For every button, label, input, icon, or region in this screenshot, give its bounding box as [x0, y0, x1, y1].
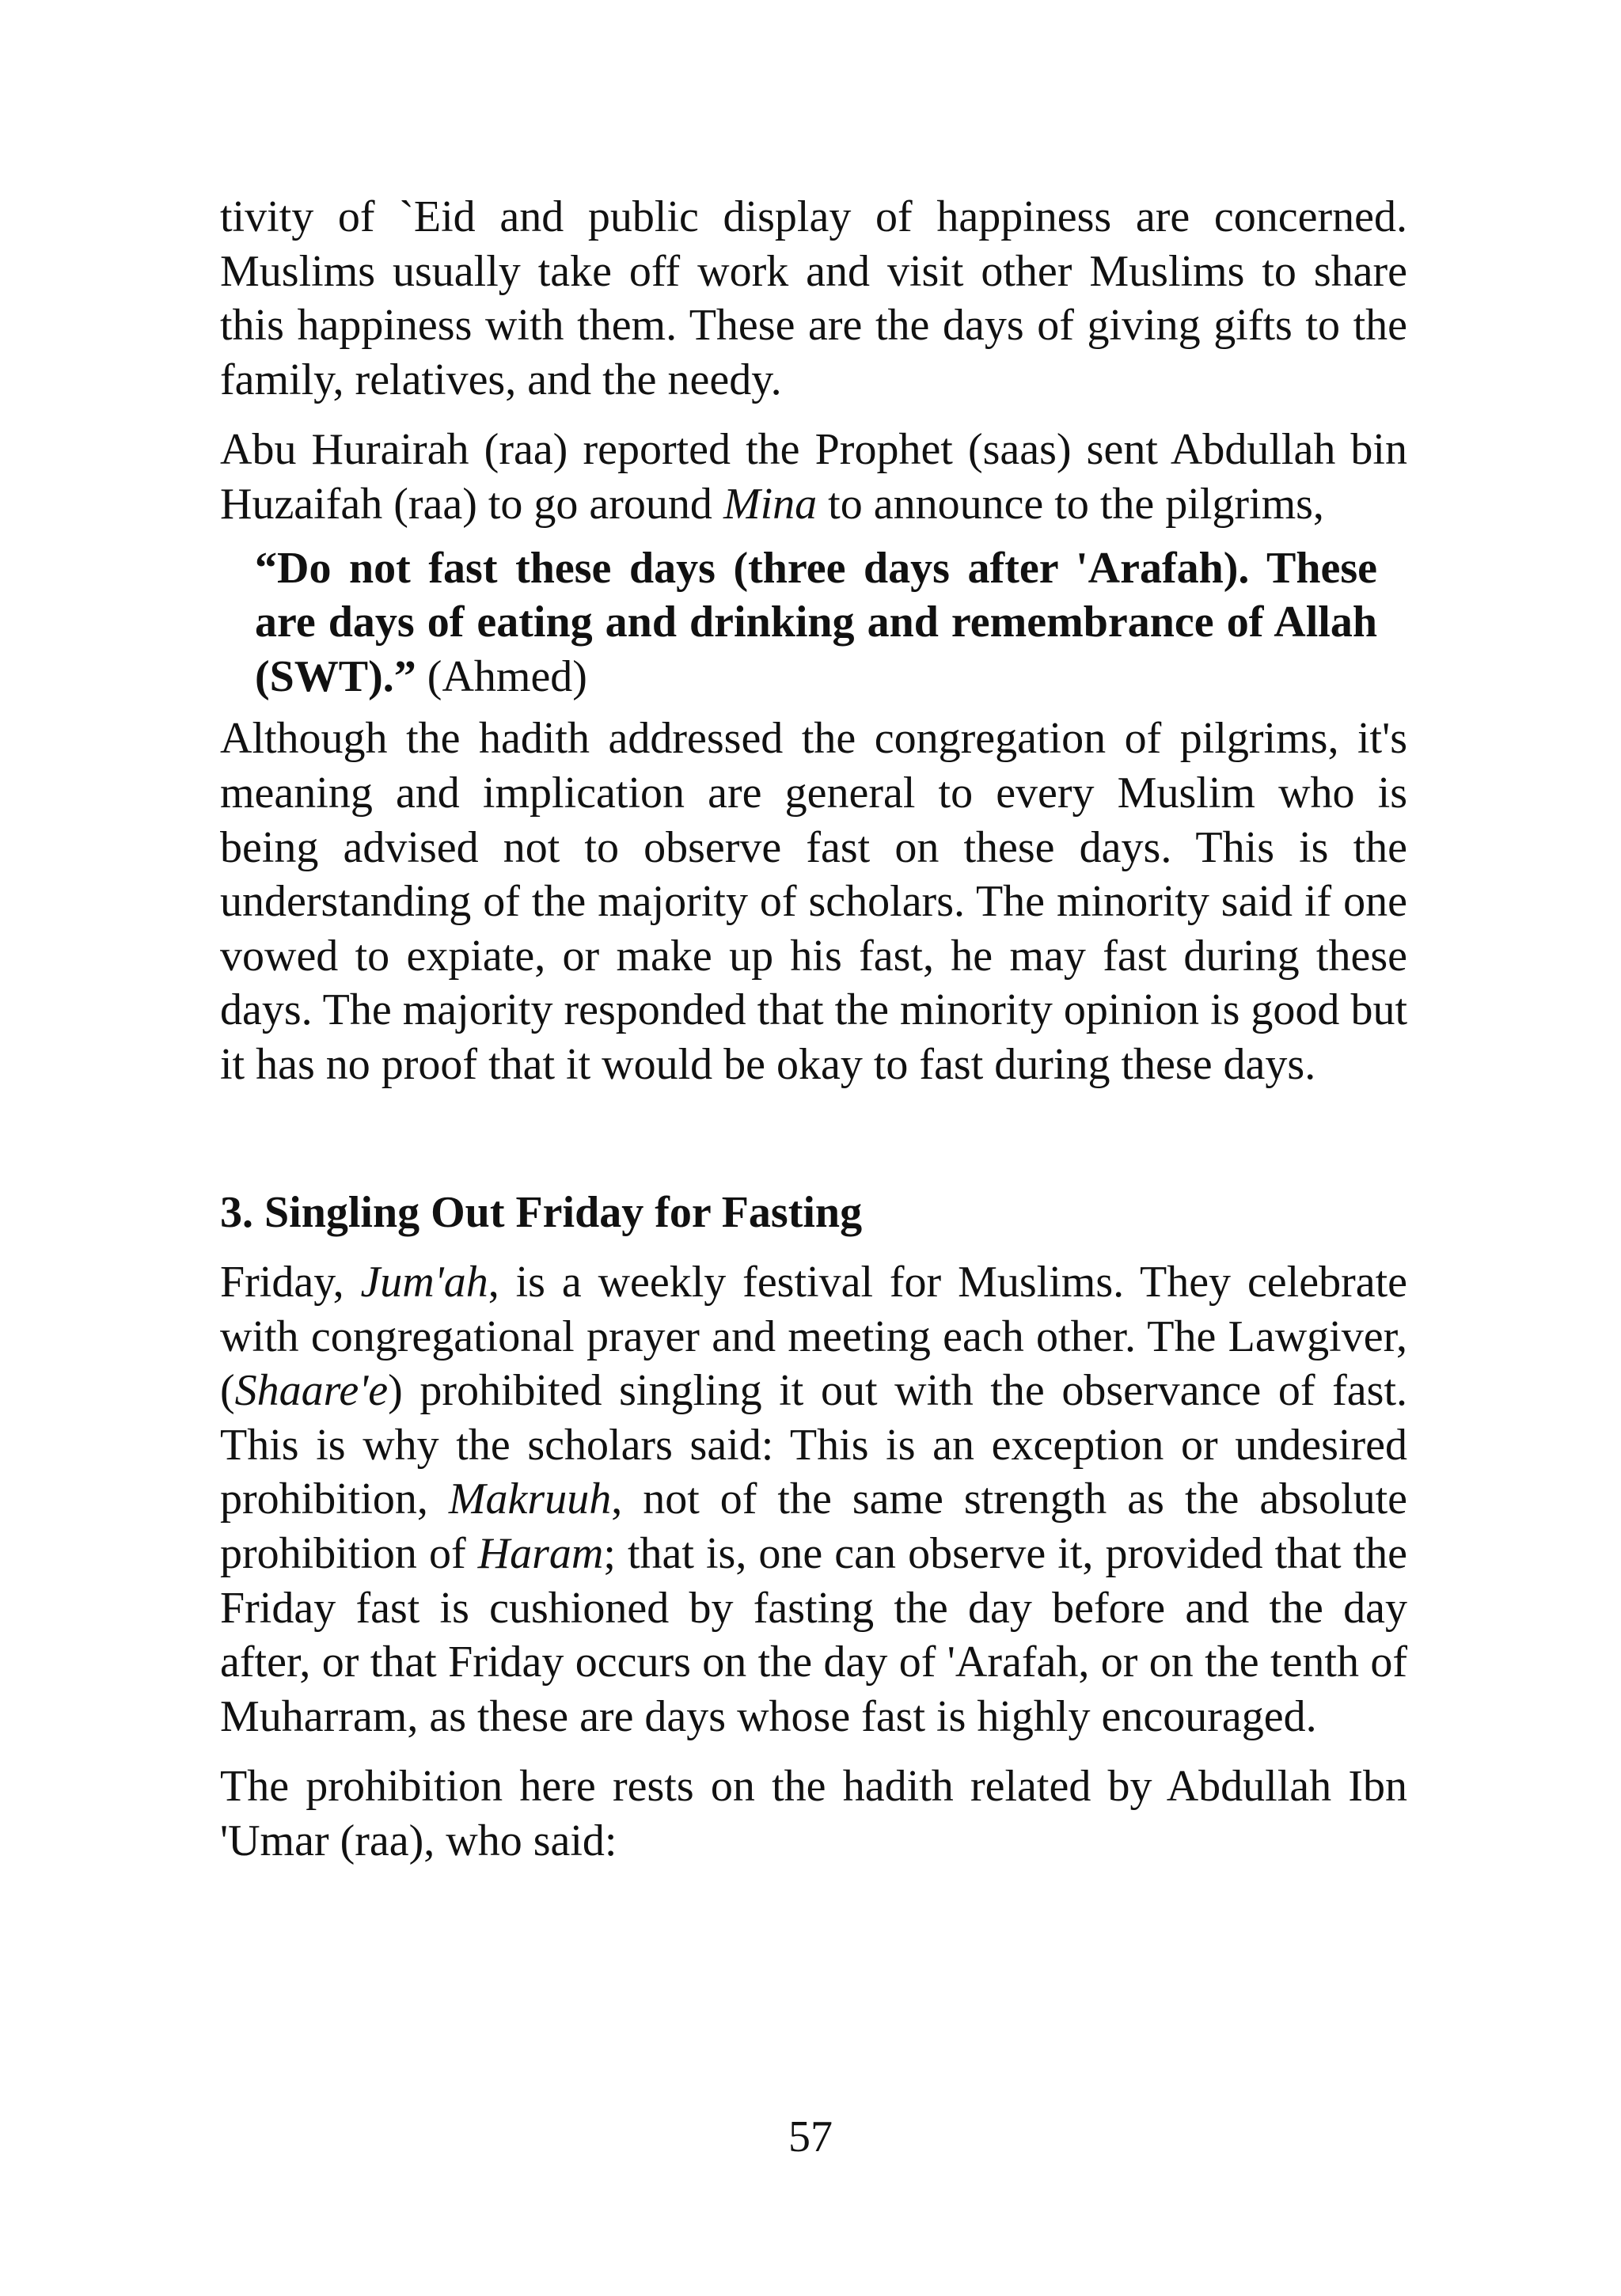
- italic-term-jumah: Jum'ah: [360, 1258, 488, 1307]
- page-number: 57: [788, 2112, 833, 2161]
- hadith-quote-text: “Do not fast these days (three days after 'Arafah). These are days of eating and drinking and remembrance of Allah (SWT).”: [255, 543, 1377, 701]
- paragraph-text: Abu Hurairah (raa) reported the Prophet (saas) sent Abdullah bin Huzaifah (raa) to go around: [220, 425, 1407, 529]
- paragraph-text: ) prohibited singling it out with the observance of fast. This is why the scholars said: This is an exception or undesired prohibition,: [220, 1366, 1407, 1524]
- italic-term-makruuh: Makruuh: [448, 1474, 612, 1524]
- paragraph-text: Friday,: [220, 1258, 361, 1307]
- paragraph-text: to announce to the pilgrims,: [817, 479, 1324, 529]
- italic-term-mina: Mina: [723, 479, 818, 529]
- paragraph-text: , not of the same strength as the absolute prohibition of: [220, 1474, 1407, 1579]
- paragraph-hadith-explanation: Although the hadith addressed the congregation of pilgrims, it's meaning and implication are general to every Muslim who is being advised not to observe fast on these days. This is the understanding of the majority of scholars. The minority said if one vowed to expiate, or make up his fast, he may fast during these days. The majority responded that the minority opinion is good but it has no proof that it would be okay to fast during these days.: [220, 714, 1407, 1089]
- page-content: [220, 190, 1407, 1869]
- paragraph-text: , is a weekly festival for Muslims. They celebrate with congregational prayer and meeting each other. The Lawgiver, (: [220, 1258, 1407, 1416]
- paragraph-abu-hurairah: [220, 423, 1407, 531]
- hadith-quote: [255, 541, 1377, 704]
- paragraph-friday: [220, 1255, 1407, 1744]
- paragraph-prohibition: The prohibition here rests on the hadith related by Abdullah Ibn 'Umar (raa), who said:: [220, 1762, 1407, 1866]
- paragraph-text: ; that is, one can observe it, provided that the Friday fast is cushioned by fasting the day before and the day after, or that Friday occurs on the day of 'Arafah, or on the tenth of Muharram, as these are days whose fast is highly encouraged.: [220, 1529, 1408, 1741]
- paragraph-eid-festivity: tivity of `Eid and public display of happiness are concerned. Muslims usually take off work and visit other Muslims to share this happiness with them. These are the days of giving gifts to the family, relatives, and the needy.: [220, 192, 1407, 404]
- italic-term-shaaree: Shaare'e: [234, 1366, 389, 1416]
- section-heading: 3. Singling Out Friday for Fasting: [220, 1187, 863, 1237]
- italic-term-haram: Haram: [477, 1529, 604, 1579]
- hadith-quote-source: (Ahmed): [416, 651, 587, 701]
